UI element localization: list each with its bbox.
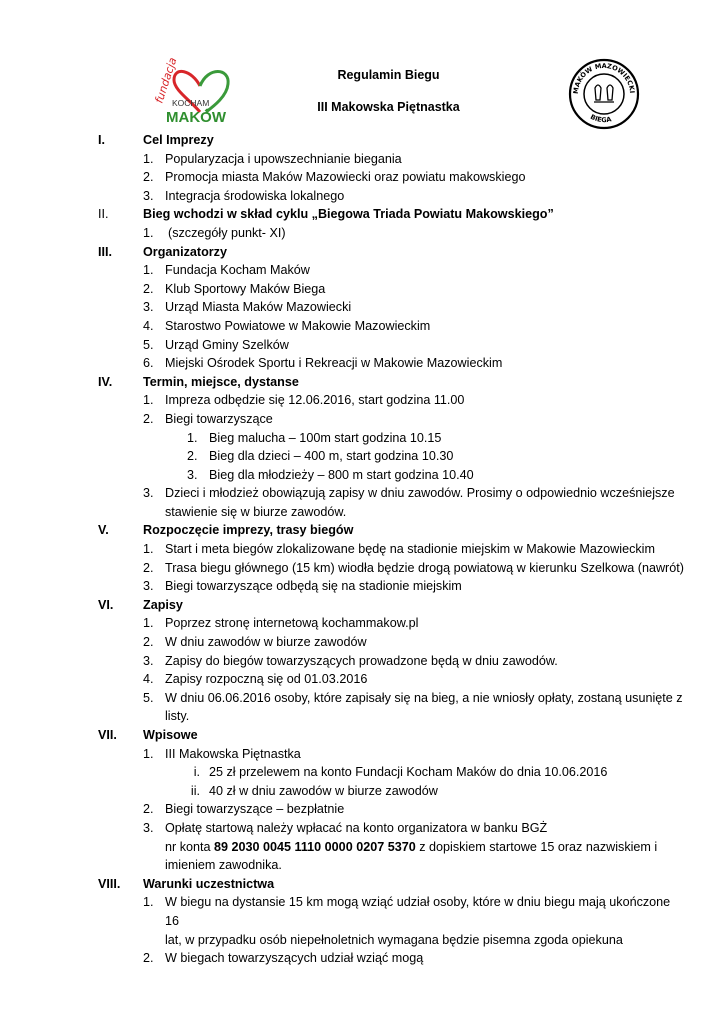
list-item: 3. Zapisy do biegów towarzyszących prowadzone będą w dniu zawodów. [143, 653, 558, 668]
section-heading: III. Organizatorzy [98, 244, 227, 259]
list-item: 1. III Makowska Piętnastka [143, 746, 301, 761]
roman-sub-item: i. 25 zł przelewem na konto Fundacji Kocham Maków do dnia 10.06.2016 [193, 765, 608, 780]
list-item: 5. W dniu 06.06.2016 osoby, które zapisały się na bieg, a nie wniosły opłaty, zostaną usunięte z [143, 690, 683, 705]
list-item: 2. Biegi towarzyszące – bezpłatnie [143, 802, 345, 817]
section-heading: VII. Wpisowe [98, 728, 198, 742]
list-item: 2. W dniu zawodów w biurze zawodów [143, 635, 367, 650]
list-item-continuation: lat, w przypadku osób niepełnoletnich wymagana będzie pisemna zgoda opiekuna [165, 932, 623, 947]
svg-text:MAKÓW: MAKÓW [166, 109, 226, 126]
section-heading: VI. Zapisy [98, 597, 183, 612]
sub-list-item: 2. Bieg dla dzieci – 400 m, start godzina 10.30 [187, 449, 454, 464]
svg-text:BIEGA: BIEGA [588, 112, 613, 125]
list-item: 2. Biegi towarzyszące [143, 411, 273, 426]
list-item: 6. Miejski Ośrodek Sportu i Rekreacji w Makowie Mazowieckim [143, 356, 503, 371]
svg-text:KOCHAM: KOCHAM [172, 98, 210, 108]
list-item: 2. Promocja miasta Maków Mazowiecki oraz powiatu makowskiego [143, 170, 526, 185]
roman-sub-item: ii. 40 zł w dniu zawodów w biurze zawodów [190, 783, 438, 798]
list-item: 1. Impreza odbędzie się 12.06.2016, start godzina 11.00 [143, 393, 465, 408]
document-title: Regulamin Biegu [337, 68, 440, 82]
list-item: 5. Urząd Gminy Szelków [143, 337, 289, 352]
section-heading: I. Cel Imprezy [98, 133, 214, 147]
sub-list-item: 3. Bieg dla młodzieży – 800 m start godzina 10.40 [187, 467, 474, 482]
list-item: 1. Poprzez stronę internetową kochammakow.pl [143, 616, 419, 631]
list-item-continuation: listy. [165, 709, 190, 724]
list-item: 2. Klub Sportowy Maków Biega [143, 281, 326, 296]
list-item-continuation: stawienie się w biurze zawodów. [165, 504, 347, 519]
section-heading: II. Bieg wchodzi w skład cyklu „Biegowa Triada Powiatu Makowskiego” [98, 207, 554, 222]
fundacja-kocham-makow-logo [150, 56, 236, 128]
list-item: 4. Starostwo Powiatowe w Makowie Mazowieckim [143, 318, 431, 333]
list-item: 1. W biegu na dystansie 15 km mogą wziąć udział osoby, które w dniu biegu mają ukończone 16 [143, 895, 671, 928]
list-item: 2. Trasa biegu głównego (15 km) wiodła będzie drogą powiatową w kierunku Szelkowa (nawrót) [143, 560, 684, 575]
sub-list-item: 1. Bieg malucha – 100m start godzina 10.15 [187, 430, 442, 445]
list-item: 3. Dzieci i młodzież obowiązują zapisy w dniu zawodów. Prosimy o odpowiednio wcześniejsze [143, 486, 675, 501]
list-item: 3. Urząd Miasta Maków Mazowiecki [143, 300, 352, 315]
list-item: 3. Integracja środowiska lokalnego [143, 188, 345, 203]
list-item: 4. Zapisy rozpoczną się od 01.03.2016 [143, 672, 368, 687]
section-heading: V. Rozpoczęcie imprezy, trasy biegów [98, 523, 354, 538]
svg-text:MAKÓW MAZOWIECKI: MAKÓW MAZOWIECKI [571, 61, 637, 95]
list-item: 3. Biegi towarzyszące odbędą się na stadionie miejskim [143, 579, 462, 594]
list-item: 1. Popularyzacja i upowszechnianie biegania [143, 151, 402, 166]
list-item: 3. Opłatę startową należy wpłacać na konto organizatora w banku BGŻ [143, 820, 548, 835]
section-heading: IV. Termin, miejsce, dystanse [98, 374, 299, 389]
account-number: 89 2030 0045 1110 0000 0207 5370 [214, 839, 416, 854]
svg-text:fundacja: fundacja [152, 56, 180, 105]
list-item-continuation: imieniem zawodnika. [165, 858, 282, 873]
list-item: 1. (szczegóły punkt- XI) [143, 225, 286, 240]
document-subtitle: III Makowska Piętnastka [317, 100, 460, 114]
section-heading: VIII. Warunki uczestnictwa [98, 876, 275, 891]
regulations-content [0, 131, 725, 968]
list-item: 2. W biegach towarzyszących udział wziąć mogą [143, 951, 424, 966]
list-item: 1. Fundacja Kocham Maków [143, 263, 310, 278]
account-number-line: nr konta 89 2030 0045 1110 0000 0207 5370 z dopiskiem startowe 15 oraz nazwiskiem i [165, 839, 658, 854]
list-item: 1. Start i meta biegów zlokalizowane będę na stadionie miejskim w Makowie Mazowieckim [143, 542, 655, 557]
